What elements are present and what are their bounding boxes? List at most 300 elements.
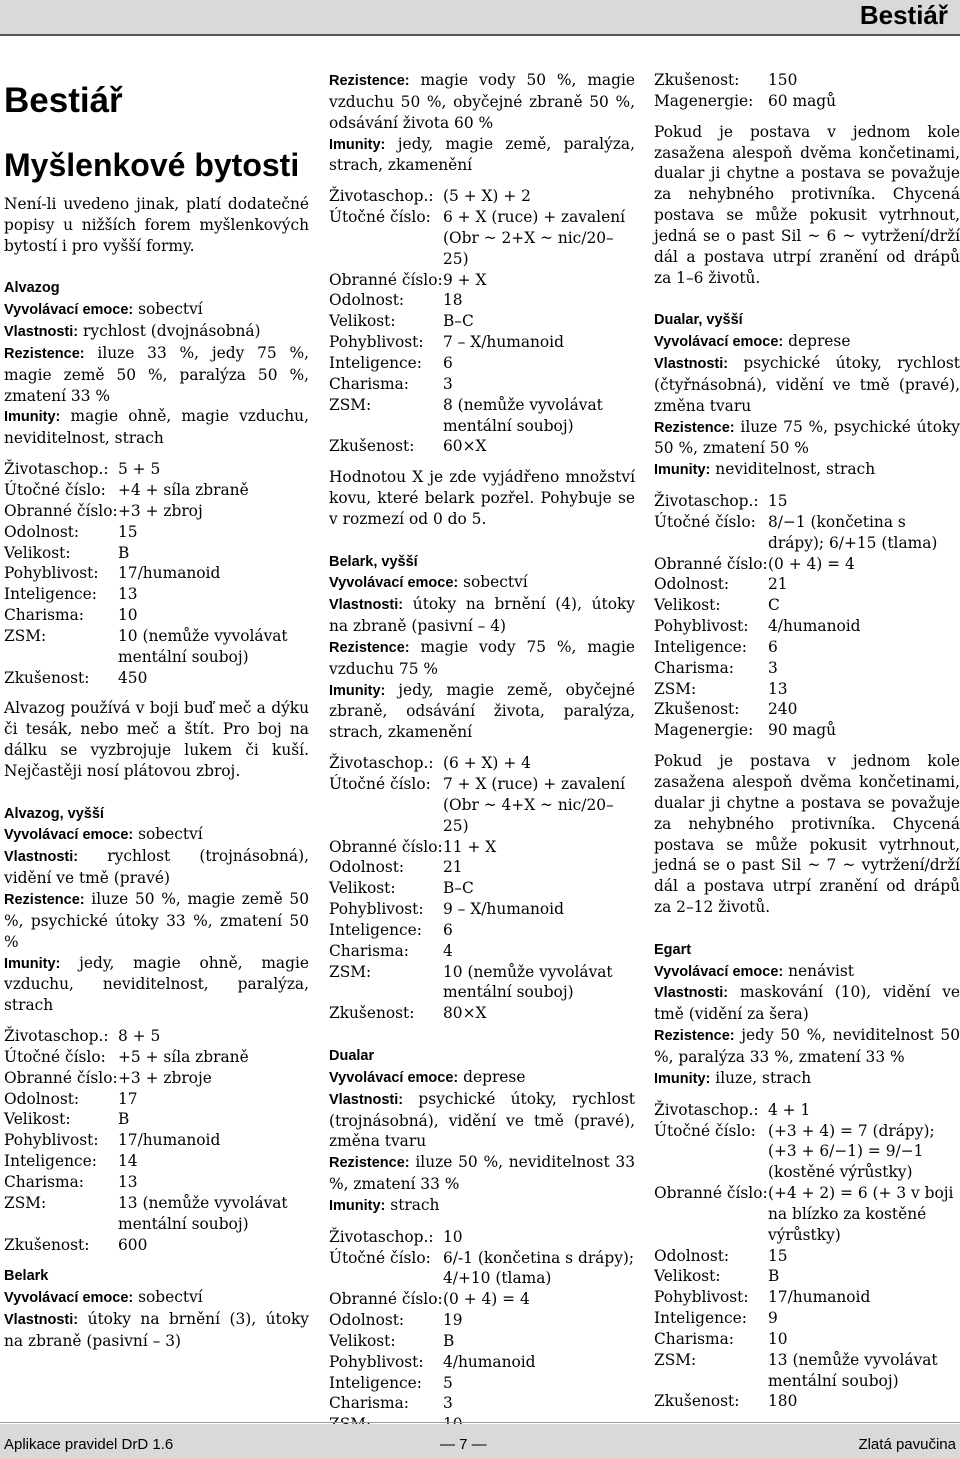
stat-value: 4 + 1 [768,1100,811,1119]
stat-row [654,1121,960,1184]
stat-label: Odolnost: [4,1089,80,1108]
stat-value: 15 [118,522,138,541]
stat-label: Zkušenost: [329,1004,415,1023]
stat-row [654,70,960,91]
stat-value: (0 + 4) = 4 [443,1290,530,1309]
imm-label: Imunity: [4,409,61,426]
stat-value: 450 [118,668,148,687]
stat-value: 60×X [443,437,487,456]
stat-block [4,1026,309,1255]
stat-value: 10 [118,606,138,625]
emotion-value: sobectví [138,300,203,319]
stat-value: 13 (nemůže vyvolávat mentální souboj) [118,1193,288,1233]
stat-row [4,668,309,689]
stat-label: Zkušenost: [4,1235,90,1254]
stat-value: 11 + X [443,837,497,856]
stat-block [4,459,309,688]
emotion-value: deprese [788,332,851,351]
stat-label: Magenergie: [654,91,754,110]
stat-value: 8 (nemůže vyvolávat mentální souboj) [443,395,603,435]
stat-label: Útočné číslo: [329,775,431,793]
imm-value: iluze, strach [715,1068,812,1087]
res-value: iluze 50 %, magie země 50 %, psychické útoky 33 %, zmatení 50 % [4,890,309,951]
stat-label: Odolnost: [329,291,405,310]
imm-label: Imunity: [4,955,61,972]
stat-row [4,459,309,480]
res-label: Rezistence: [654,419,735,436]
stat-label: Pohyblivost: [654,1288,749,1307]
creature-name: Belark, vyšší [329,553,418,570]
imm-label: Imunity: [654,1070,711,1087]
stat-row [329,374,635,395]
stat-label: Životaschop.: [329,754,434,773]
stat-value: 5 + 5 [118,460,161,479]
stat-row [654,616,960,637]
stat-row [654,1287,960,1308]
stat-row [4,543,309,564]
res-value: iluze 50 %, neviditelnost 33 %, zmatení 33 % [329,1153,635,1194]
stat-row [329,1003,635,1024]
stat-label: Pohyblivost: [329,900,424,919]
stat-label: Pohyblivost: [654,617,749,636]
stat-value: 3 [443,374,453,393]
creature-alvazog-higher [4,803,309,1256]
stat-label: Útočné číslo: [329,208,431,227]
column-1 [4,78,309,1352]
stat-value: 80×X [443,1004,487,1023]
stat-value: 9 + X [443,270,487,289]
stat-value: 9 [768,1309,778,1328]
stat-label: Velikost: [654,1267,721,1286]
stat-row [329,1227,635,1248]
res-value: iluze 33 %, jedy 75 %, magie země 50 %, paralýza 50 %, zmatení 33 % [4,343,309,405]
stat-row [4,1089,309,1110]
stat-label: Životaschop.: [654,1100,759,1119]
stat-label: Pohyblivost: [329,333,424,352]
stat-label: Velikost: [329,312,396,331]
stat-value: 17/humanoid [768,1288,871,1307]
stat-label: Odolnost: [329,1311,405,1330]
stat-label: Velikost: [329,879,396,898]
stat-row [329,1289,635,1310]
stat-row [654,1183,960,1246]
stat-value: 6 [443,353,453,372]
stat-value: 4/humanoid [443,1352,536,1371]
imm-value: magie ohně, magie vzduchu, neviditelnost, strach [4,407,309,448]
creature-name: Alvazog [4,280,60,297]
creature-description: Hodnotou X je zde vyjádřeno množství kovu, které belark pozřel. Pohybuje se v rozmezí od 0 do 5. [329,468,635,528]
stat-label: Zkušenost: [654,1392,740,1411]
stat-label: Zkušenost: [329,437,415,456]
creature-description: Alvazog používá v boji buď meč a dýku či tesák, nebo meč a štít. Pro boj na dálku se vyzbrojuje lukem či kuší. Nejčastěji nosí plátovou zbroj. [4,699,309,780]
creature-name: Dualar, vyšší [654,312,743,329]
props-label: Vlastnosti: [654,985,729,1002]
emotion-label: Vyvolávací emoce: [4,1290,134,1307]
stat-value: (5 + X) + 2 [443,187,531,206]
stat-label: Obranné číslo: [329,837,443,856]
stat-row [329,270,635,291]
stat-value: 14 [118,1152,138,1171]
props-label: Vlastnosti: [329,597,404,614]
imm-value: jedy, magie ohně, magie vzduchu, neviditelnost, paralýza, strach [4,953,309,1015]
res-label: Rezistence: [329,639,410,656]
stat-label: Obranné číslo: [654,554,768,573]
stat-value: 10 [443,1227,463,1246]
intro-paragraph: Není-li uvedeno jinak, platí dodatečné popisy u nižších forem myšlenkových bytostí i pro vyšší formy. [4,195,309,255]
creature-dualar-cont [654,70,960,288]
stat-block [654,1100,960,1413]
creature-name: Dualar [329,1047,375,1064]
stat-row [4,522,309,543]
stat-value: (+4 + 2) = 6 (+ 3 v boji na blízko za kostěné výrůstky) [768,1184,954,1244]
stat-label: Inteligence: [654,637,747,656]
column-2 [329,70,635,1435]
stat-row [329,1248,635,1290]
stat-value: 17/humanoid [118,1131,221,1150]
footer-right-text: Zlatá pavučina [858,1436,956,1453]
stat-label: Pohyblivost: [4,564,99,583]
stat-value: 90 magů [768,721,837,740]
stat-value: 6 [768,637,778,656]
res-label: Rezistence: [4,892,85,908]
stat-value: 17 [118,1089,138,1108]
stat-value: (6 + X) + 4 [443,754,531,773]
props-value: rychlost (dvojnásobná) [83,322,261,341]
stat-label: Velikost: [4,1110,71,1129]
stat-row [654,1266,960,1287]
stat-label: Inteligence: [329,920,422,939]
stat-value: 9 – X/humanoid [443,900,564,919]
stat-label: Odolnost: [4,522,80,541]
stat-row [329,1373,635,1394]
page-number: — 7 — [440,1436,487,1453]
imm-label: Imunity: [329,1197,386,1214]
stat-label: Zkušenost: [654,700,740,719]
imm-label: Imunity: [654,462,711,479]
res-label: Rezistence: [329,73,410,89]
res-label: Rezistence: [329,1155,410,1172]
stat-row [329,290,635,311]
creature-belark-higher [329,551,635,1025]
emotion-label: Vyvolávací emoce: [654,963,784,980]
creature-egart [654,939,960,1413]
stat-label: ZSM: [329,962,372,981]
stat-block [329,753,635,1024]
stat-row [4,626,309,668]
emotion-label: Vyvolávací emoce: [4,827,134,844]
stat-value: 4 [443,941,453,960]
emotion-value: deprese [463,1067,526,1086]
res-label: Rezistence: [4,345,85,362]
stat-row [654,1308,960,1329]
page-title: Bestiář [4,81,123,120]
stat-row [329,1393,635,1414]
stat-row [329,1310,635,1331]
props-label: Vlastnosti: [4,324,79,341]
stat-value: 8 + 5 [118,1027,161,1046]
stat-block [654,491,960,741]
stat-value: 3 [443,1394,453,1413]
column-3 [654,70,960,1412]
stat-row [654,491,960,512]
stat-label: Útočné číslo: [654,1121,756,1140]
props-label: Vlastnosti: [329,1091,404,1108]
stat-row [654,658,960,679]
stat-row [329,920,635,941]
stat-value: 7 + X (ruce) + zavalení (Obr ~ 4+X ~ nic/20–25) [443,775,626,835]
stat-label: Charisma: [654,658,734,677]
stat-value: 150 [768,71,798,89]
stat-row [4,1193,309,1235]
stat-value: 4/humanoid [768,617,861,636]
stat-label: Útočné číslo: [654,512,756,531]
stat-row [654,1350,960,1392]
props-value: maskování (10), vidění ve tmě (vidění za šera) [654,983,960,1024]
stat-label: ZSM: [4,1193,47,1212]
stat-value: +3 + zbroje [118,1068,212,1087]
stat-value: (0 + 4) = 4 [768,554,855,573]
stat-row [329,753,635,774]
creature-belark-cont [329,70,635,530]
stat-row [654,1391,960,1412]
stat-value: +4 + síla zbraně [118,480,249,499]
imm-value: neviditelnost, strach [715,460,876,479]
stat-row [329,1331,635,1352]
res-value: magie vody 50 %, magie vzduchu 50 %, obyčejné zbraně 50 %, odsávání života 60 % [329,71,635,132]
stat-label: Útočné číslo: [329,1248,431,1267]
stat-row [654,720,960,741]
stat-label: ZSM: [329,395,372,414]
stat-value: 6/-1 (končetina s drápy); 4/+10 (tlama) [443,1248,635,1288]
stat-value: B–C [443,879,474,898]
stat-value: 13 [118,1172,138,1191]
imm-label: Imunity: [329,682,386,699]
emotion-value: sobectví [138,1288,203,1307]
stat-label: Charisma: [329,374,409,393]
creature-description: Pokud je postava v jednom kole zasažena alespoň dvěma končetinami, dualar ji chytne a postava se považuje za nehybného protivníka. Chycená postava se může pokusit vytrhnout, jedná se o past Sil ~ 7 ~ vytržení/drží dál a postava utrpí zranění od drápů za 2–12 životů. [654,752,960,917]
stat-value: 3 [768,658,778,677]
stat-row [4,1109,309,1130]
imm-label: Imunity: [329,136,386,153]
props-label: Vlastnosti: [654,355,729,372]
stat-label: Odolnost: [654,1246,730,1265]
stat-row [654,554,960,575]
creature-dualar [329,1045,635,1435]
stat-value: 600 [118,1235,148,1254]
stat-row [4,1026,309,1047]
stat-label: Životaschop.: [329,187,434,206]
stat-row [329,962,635,1004]
stat-label: Životaschop.: [4,1027,109,1046]
emotion-value: nenávist [788,961,854,980]
stat-value: 21 [443,858,463,877]
stat-row [654,574,960,595]
emotion-value: sobectví [138,825,203,844]
stat-label: Pohyblivost: [329,1352,424,1371]
props-value: útoky na brnění (3), útoky na zbraně (pasivní – 3) [4,1310,309,1350]
stat-value: B–C [443,312,474,331]
stat-value: 10 [768,1329,788,1348]
footer-rule [0,1422,960,1423]
stat-row [329,311,635,332]
stat-label: Velikost: [329,1331,396,1350]
stat-label: Inteligence: [329,353,422,372]
header-rule [0,34,960,36]
imm-value: strach [390,1195,440,1214]
stat-label: Charisma: [4,1172,84,1191]
stat-row [4,1047,309,1068]
stat-value: 8/−1 (končetina s drápy); 6/+15 (tlama) [768,512,938,552]
stat-row [4,501,309,522]
stat-row [329,899,635,920]
stat-label: Inteligence: [4,1152,97,1171]
stat-value: 18 [443,291,463,310]
stat-row [329,941,635,962]
stat-row [654,1246,960,1267]
imm-value: jedy, magie země, paralýza, strach, zkamenění [329,134,635,175]
stat-label: Obranné číslo: [4,1068,118,1087]
stat-label: Útočné číslo: [4,480,106,499]
creature-dualar-higher [654,309,960,918]
res-value: jedy 50 %, neviditelnost 50 %, paralýza 33 %, zmatení 33 % [654,1026,960,1066]
stat-value: 5 [443,1373,453,1392]
stat-row [329,878,635,899]
section-title: Myšlenkové bytosti [4,147,300,183]
footer-left-text: Aplikace pravidel DrD 1.6 [4,1436,174,1453]
stat-value: 10 (nemůže vyvolávat mentální souboj) [443,962,613,1002]
stat-value: 17/humanoid [118,564,221,583]
stat-row [329,353,635,374]
stat-value: (+3 + 4) = 7 (drápy); (+3 + 6/−1) = 9/−1 (kostěné výrůstky) [768,1121,935,1182]
stat-value: 6 [443,920,453,939]
stat-row [329,186,635,207]
stat-value: 13 [768,679,788,698]
stat-value: 60 magů [768,91,837,110]
creature-belark [4,1265,309,1351]
res-value: magie vody 75 %, magie vzduchu 75 % [329,637,635,678]
props-value: psychické útoky, rychlost (čtyřnásobná), vidění ve tmě (pravé), změna tvaru [654,353,960,415]
stat-row [4,1235,309,1256]
stat-label: ZSM: [4,626,47,645]
stat-label: Životaschop.: [654,492,759,511]
stat-value: 13 [118,585,138,604]
creature-name: Alvazog, vyšší [4,805,104,822]
stat-row [654,1100,960,1121]
stat-label: Životaschop.: [329,1227,434,1246]
stat-row [4,1130,309,1151]
stat-row [4,584,309,605]
stat-value: B [443,1331,455,1350]
stat-value: 19 [443,1311,463,1330]
stat-label: Útočné číslo: [4,1047,106,1066]
stat-label: Pohyblivost: [4,1131,99,1150]
stat-row [4,563,309,584]
props-value: psychické útoky, rychlost (trojnásobná), vidění ve tmě (pravé), změna tvaru [329,1089,635,1151]
stat-label: Obranné číslo: [654,1184,768,1203]
stat-value: 15 [768,1246,788,1265]
stat-row [329,332,635,353]
stat-label: Obranné číslo: [4,501,118,520]
props-label: Vlastnosti: [4,849,79,866]
emotion-label: Vyvolávací emoce: [329,575,459,592]
stat-label: Charisma: [329,941,409,960]
res-label: Rezistence: [654,1028,735,1045]
header-title: Bestiář [859,0,948,30]
imm-value: jedy, magie země, obyčejné zbraně, odsávání života, paralýza, strach, zkamenění [329,680,635,742]
page-header [0,0,960,34]
stat-label: Odolnost: [654,575,730,594]
stat-label: Magenergie: [654,721,754,740]
stat-label: Zkušenost: [654,71,740,89]
creature-description: Pokud je postava v jednom kole zasažena alespoň dvěma končetinami, dualar ji chytne a postava se považuje za nehybného protivníka. Chycená postava se může pokusit vytrhnout, jedná se o past Sil ~ 6 ~ vytržení/drží dál a postava utrpí zranění od drápů za 1–6 životů. [654,122,960,287]
stat-label: Inteligence: [654,1309,747,1328]
props-value: útoky na brnění (4), útoky na zbraně (pasivní – 4) [329,595,635,636]
stat-label: Zkušenost: [4,668,90,687]
stat-row [329,395,635,437]
emotion-label: Vyvolávací emoce: [4,302,134,319]
stat-label: Velikost: [4,543,71,562]
stat-value: 21 [768,575,788,594]
stat-label: Životaschop.: [4,460,109,479]
stat-label: Charisma: [329,1394,409,1413]
stat-row [654,512,960,554]
stat-row [654,679,960,700]
stat-row [329,857,635,878]
stat-row [329,774,635,837]
res-value: iluze 75 %, psychické útoky 50 %, zmatení 50 % [654,417,960,458]
stat-label: Odolnost: [329,858,405,877]
stat-block [654,70,960,112]
stat-value: B [768,1267,780,1286]
stat-row [4,480,309,501]
stat-label: Charisma: [654,1329,734,1348]
stat-value: C [768,596,780,615]
creature-name: Belark [4,1268,49,1285]
stat-label: Inteligence: [4,585,97,604]
page-footer [0,1424,960,1458]
props-label: Vlastnosti: [4,1312,79,1329]
stat-value: B [118,1110,130,1129]
creature-alvazog [4,277,309,781]
stat-row [4,1151,309,1172]
stat-block [329,186,635,457]
stat-value: 240 [768,700,798,719]
stat-row [329,207,635,270]
stat-row [329,436,635,457]
stat-label: Inteligence: [329,1373,422,1392]
stat-value: 13 (nemůže vyvolávat mentální souboj) [768,1350,938,1390]
stat-value: 6 + X (ruce) + zavalení (Obr ~ 2+X ~ nic/20–25) [443,208,626,268]
stat-row [654,595,960,616]
stat-row [654,1329,960,1350]
stat-label: Obranné číslo: [329,1290,443,1309]
stat-block [329,1227,635,1435]
stat-value: 7 – X/humanoid [443,333,564,352]
stat-value: +5 + síla zbraně [118,1047,249,1066]
stat-value: B [118,543,130,562]
props-value: rychlost (trojnásobná), vidění ve tmě (pravé) [4,847,309,888]
stat-label: Charisma: [4,606,84,625]
emotion-label: Vyvolávací emoce: [654,334,784,351]
stat-label: ZSM: [654,1350,697,1369]
stat-value: 15 [768,492,788,511]
emotion-label: Vyvolávací emoce: [329,1069,459,1086]
stat-row [329,1352,635,1373]
stat-value: 10 (nemůže vyvolávat mentální souboj) [118,626,288,666]
stat-value: 180 [768,1392,798,1411]
creature-name: Egart [654,941,692,958]
stat-label: Obranné číslo: [329,270,443,289]
